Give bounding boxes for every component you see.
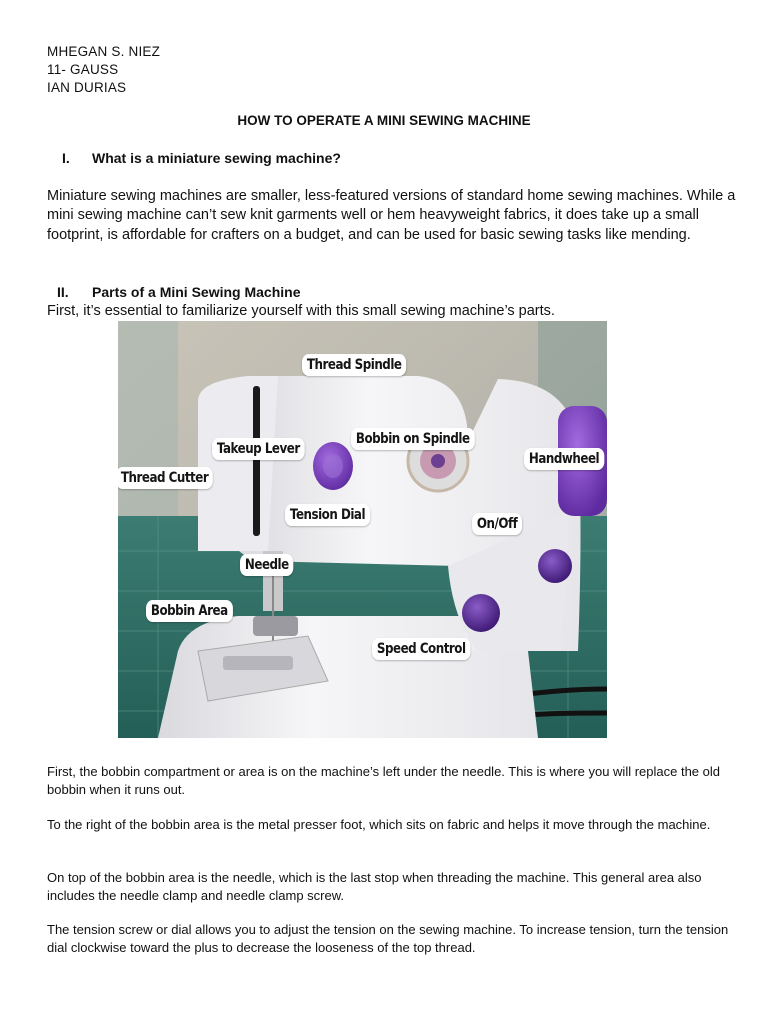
paragraph-presser-foot: To the right of the bobbin area is the metal presser foot, which sits on fabric and helps it move through the machine. — [47, 817, 711, 832]
label-bobbin-area: Bobbin Area — [146, 600, 233, 622]
label-thread-cutter: Thread Cutter — [118, 467, 213, 489]
page-title: HOW TO OPERATE A MINI SEWING MACHINE — [237, 113, 531, 128]
paragraph-bobbin-area: First, the bobbin compartment or area is on the machine’s left under the needle. This is where you will replace the old bobbin when it runs out. — [47, 764, 720, 797]
partner-name: IAN DURIAS — [47, 80, 127, 95]
section-2-title: Parts of a Mini Sewing Machine — [92, 284, 301, 300]
paragraph-tension: The tension screw or dial allows you to adjust the tension on the sewing machine. To increase tension, turn the tension dial clockwise toward the plus to decrease the looseness of the top thread. — [47, 922, 729, 955]
label-on-off: On/Off — [472, 513, 522, 535]
section-2-heading — [57, 284, 300, 300]
section-1-title: What is a miniature sewing machine? — [92, 150, 341, 166]
author-section: 11- GAUSS — [47, 62, 119, 77]
label-thread-spindle: Thread Spindle — [302, 354, 406, 376]
section-1-heading — [62, 150, 341, 166]
section-2-intro: First, it’s essential to familiarize yourself with this small sewing machine’s parts. — [47, 303, 555, 319]
label-speed-control: Speed Control — [372, 638, 470, 660]
section-2-number: II. — [57, 284, 69, 300]
sewing-machine-illustration — [118, 321, 607, 738]
sewing-machine-photo — [118, 321, 607, 738]
section-1-body: Miniature sewing machines are smaller, less-featured versions of standard home sewing machines. While a mini sewing machine can’t sew knit garments well or hem heavyweight fabrics, it does take up a small footprint, is affordable for crafters on a budget, and can be used for basic sewing tasks like mending. — [47, 188, 736, 243]
label-takeup-lever: Takeup Lever — [212, 438, 305, 460]
author-name: MHEGAN S. NIEZ — [47, 44, 161, 59]
label-bobbin-on-spindle: Bobbin on Spindle — [351, 428, 474, 450]
label-tension-dial: Tension Dial — [285, 504, 370, 526]
section-1-number: I. — [62, 150, 70, 166]
label-needle: Needle — [240, 554, 294, 576]
paragraph-needle: On top of the bobbin area is the needle, which is the last stop when threading the machine. This general area also includes the needle clamp and needle clamp screw. — [47, 870, 702, 903]
label-handwheel: Handwheel — [524, 448, 604, 470]
